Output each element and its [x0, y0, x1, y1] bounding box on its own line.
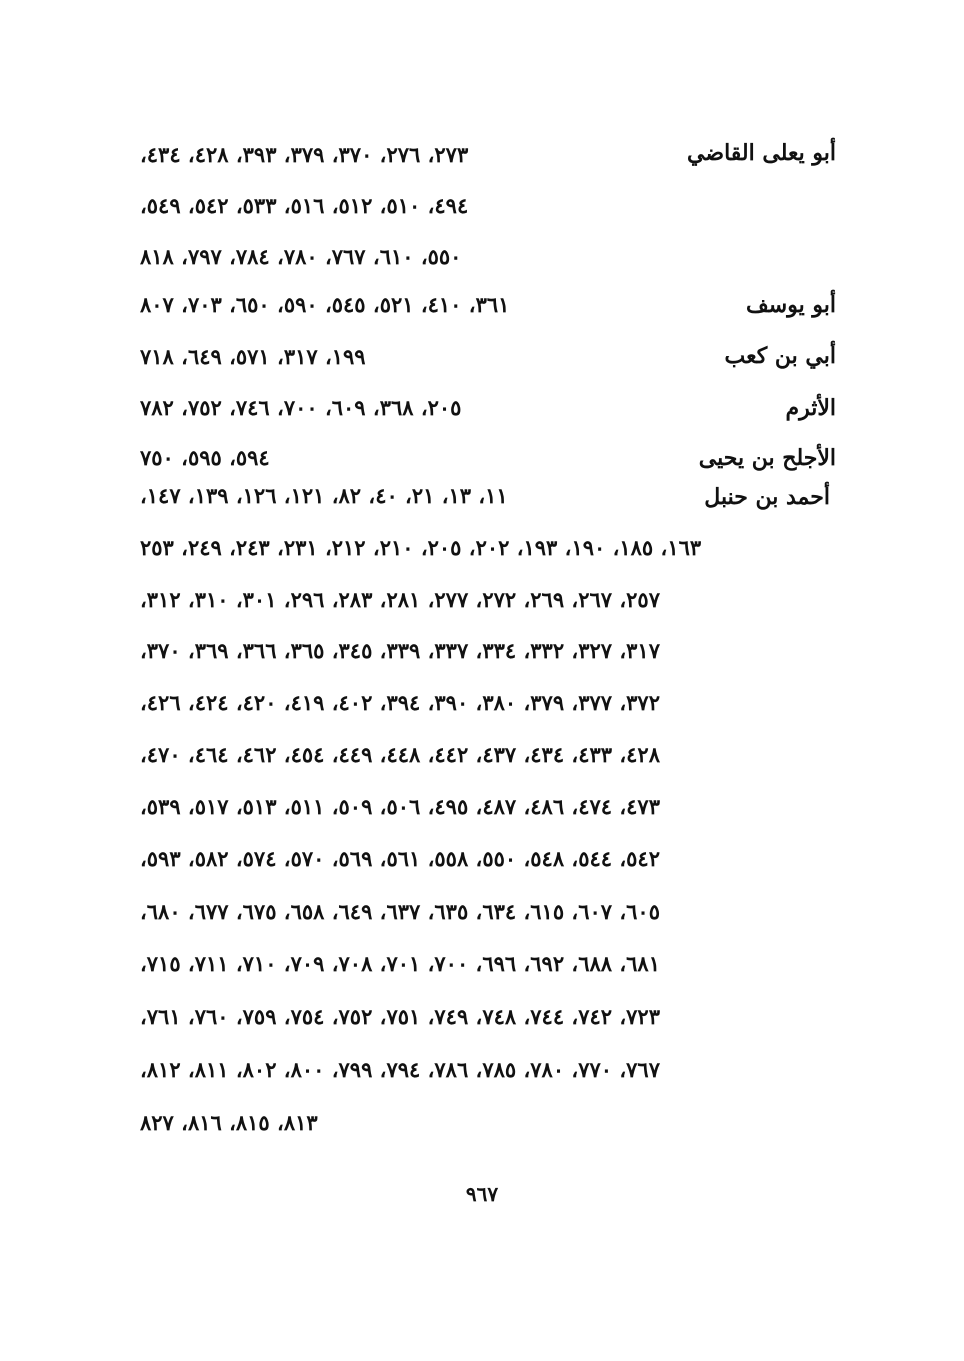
- page-refs-line: ٥٥٠، ٦١٠، ٧٦٧، ٧٨٠، ٧٨٤، ٧٩٧، ٨١٨: [140, 244, 462, 269]
- entry-name-al-ajlah: الأجلح بن يحيى: [698, 445, 836, 471]
- entry-name-abu-yala: أبو يعلى القاضي: [687, 140, 836, 166]
- page-refs-line: ٣٦١، ٤١٠، ٥٢١، ٥٤٥، ٥٩٠، ٦٥٠، ٧٠٣، ٨٠٧: [140, 292, 510, 317]
- page-refs-line: ٢٥٧، ٢٦٧، ٢٦٩، ٢٧٢، ٢٧٧، ٢٨١، ٢٨٣، ٢٩٦، ٣٠١، ٣١٠، ٣١٢،: [140, 587, 660, 612]
- page-refs-line: ٣٧٢، ٣٧٧، ٣٧٩، ٣٨٠، ٣٩٠، ٣٩٤، ٤٠٢، ٤١٩، ٤٢٠، ٤٢٤، ٤٢٦،: [140, 690, 660, 715]
- page-refs-line: ٤٧٣، ٤٧٤، ٤٨٦، ٤٨٧، ٤٩٥، ٥٠٦، ٥٠٩، ٥١١، ٥١٣، ٥١٧، ٥٣٩،: [140, 794, 660, 819]
- page-refs-line: ٥٩٤، ٥٩٥، ٧٥٠: [140, 445, 270, 470]
- page-refs-line: ٥٤٢، ٥٤٤، ٥٤٨، ٥٥٠، ٥٥٨، ٥٦١، ٥٦٩، ٥٧٠، ٥٧٤، ٥٨٢، ٥٩٣،: [140, 846, 660, 871]
- page-refs-line: ١١، ١٣، ٢١، ٤٠، ٨٢، ١٢١، ١٢٦، ١٣٩، ١٤٧،: [140, 483, 508, 508]
- page-refs-line: ٢٧٣، ٢٧٦، ٣٧٠، ٣٧٩، ٣٩٣، ٤٢٨، ٤٣٤،: [140, 142, 469, 167]
- page-refs-line: ١٦٣، ١٨٥، ١٩٠، ١٩٣، ٢٠٢، ٢٠٥، ٢١٠، ٢١٢، ٢٣١، ٢٤٣، ٢٤٩، ٢٥٣: [140, 535, 702, 560]
- entry-name-ubayy-ibn-kab: أبي بن كعب: [724, 343, 836, 369]
- page-refs-line: ٤٩٤، ٥١٠، ٥١٢، ٥١٦، ٥٣٣، ٥٤٢، ٥٤٩،: [140, 193, 469, 218]
- page-number: ٩٦٧: [465, 1182, 499, 1206]
- page-refs-line: ٦٨١، ٦٨٨، ٦٩٢، ٦٩٦، ٧٠٠، ٧٠١، ٧٠٨، ٧٠٩، ٧١٠، ٧١١، ٧١٥،: [140, 951, 660, 976]
- page-refs-line: ٦٠٥، ٦٠٧، ٦١٥، ٦٣٤، ٦٣٥، ٦٣٧، ٦٤٩، ٦٥٨، ٦٧٥، ٦٧٧، ٦٨٠،: [140, 899, 660, 924]
- entry-name-abu-yusuf: أبو يوسف: [746, 292, 836, 318]
- page-refs-line: ٧٢٣، ٧٤٢، ٧٤٤، ٧٤٨، ٧٤٩، ٧٥١، ٧٥٢، ٧٥٤، ٧٥٩، ٧٦٠، ٧٦١،: [140, 1004, 660, 1029]
- page-refs-line: ٧٦٧، ٧٧٠، ٧٨٠، ٧٨٥، ٧٨٦، ٧٩٤، ٧٩٩، ٨٠٠، ٨٠٢، ٨١١، ٨١٢،: [140, 1057, 660, 1082]
- page-refs-line: ٨١٣، ٨١٥، ٨١٦، ٨٢٧: [140, 1110, 318, 1135]
- page-refs-line: ٣١٧، ٣٢٧، ٣٣٢، ٣٣٤، ٣٣٧، ٣٣٩، ٣٤٥، ٣٦٥، ٣٦٦، ٣٦٩، ٣٧٠،: [140, 638, 660, 663]
- page-refs-line: ٢٠٥، ٣٦٨، ٦٠٩، ٧٠٠، ٧٤٦، ٧٥٢، ٧٨٢: [140, 395, 462, 420]
- page-refs-line: ١٩٩، ٣١٧، ٥٧١، ٦٤٩، ٧١٨: [140, 344, 366, 369]
- entry-name-ahmad-ibn-hanbal: أحمد بن حنبل: [704, 484, 830, 510]
- page-refs-line: ٤٢٨، ٤٣٣، ٤٣٤، ٤٣٧، ٤٤٢، ٤٤٨، ٤٤٩، ٤٥٤، ٤٦٢، ٤٦٤، ٤٧٠،: [140, 742, 660, 767]
- entry-name-al-athram: الأثرم: [785, 395, 836, 421]
